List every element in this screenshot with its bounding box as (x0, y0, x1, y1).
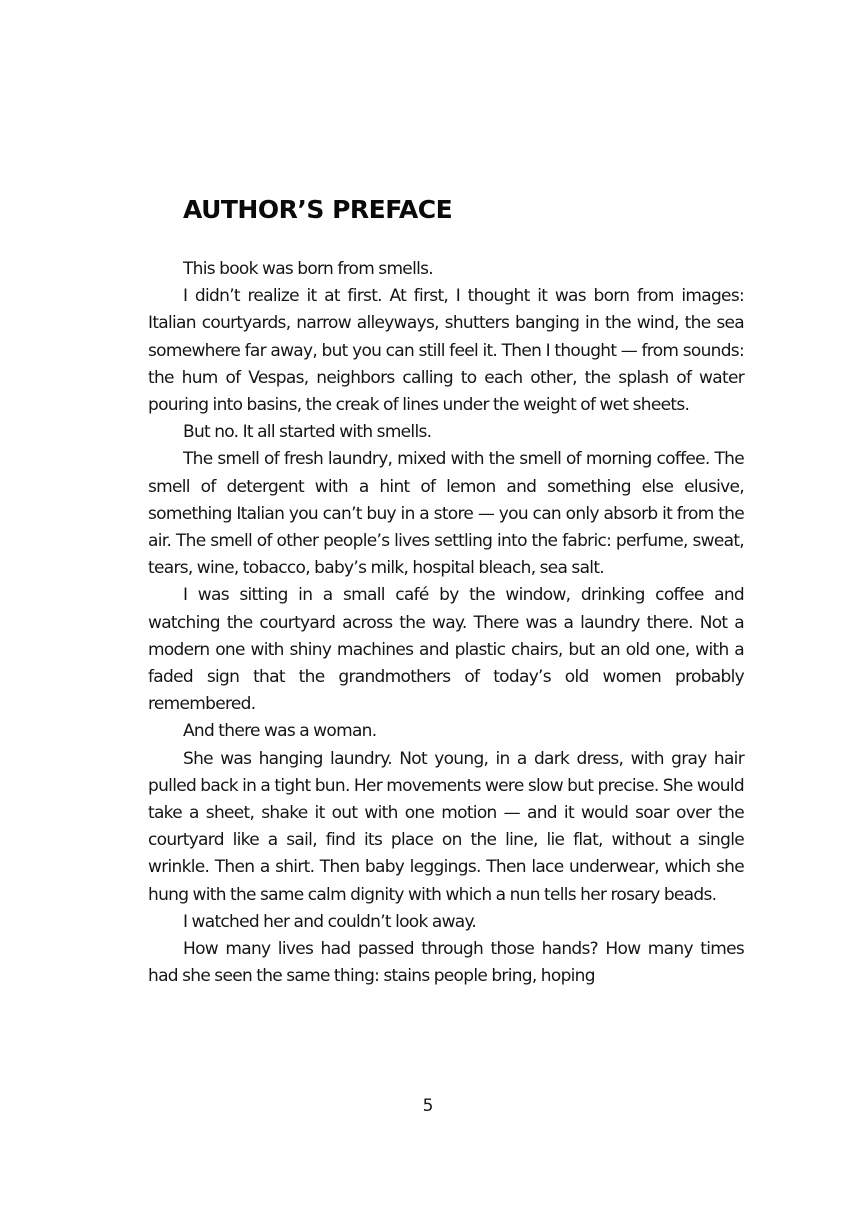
paragraph: How many lives had passed through those hands? How many times had she seen the same thing: stains people bring, hoping (148, 939, 744, 987)
page-number: 5 (422, 1096, 434, 1116)
body-text (148, 256, 744, 990)
paragraph: I watched her and couldn’t look away. (183, 911, 477, 932)
chapter-title: AUTHOR’S PREFACE (183, 195, 453, 224)
paragraph: The smell of fresh laundry, mixed with the smell of morning coffee. The smell of detergent with a hint of lemon and something else elusive, something Italian you can’t buy in a store — you can only absorb it from the air. The smell of other people’s lives settling into the fabric: perfume, sweat, tears, wine, tobacco, baby’s milk, hospital bleach, sea salt. (148, 449, 744, 579)
paragraph: She was hanging laundry. Not young, in a dark dress, with gray hair pulled back in a tight bun. Her movements were slow but precise. She would take a sheet, shake it out with one motion — and it would soar over the courtyard like a sail, find its place on the line, lie flat, without a single wrinkle. Then a shirt. Then baby leggings. Then lace underwear, which she hung with the same calm dignity with which a nun tells her rosary beads. (148, 748, 744, 905)
paragraph: This book was born from smells. (183, 259, 433, 279)
paragraph: I was sitting in a small café by the window, drinking coffee and watching the courtyard across the way. There was a laundry there. Not a modern one with shiny machines and plastic chairs, but an old one, with a faded sign that the grandmothers of today’s old women probably remembered. (148, 585, 744, 715)
paragraph: I didn’t realize it at first. At first, I thought it was born from images: Italian courtyards, narrow alleyways, shutters banging in the wind, the sea somewhere far away, but you can still feel it. Then I thought — from sounds: the hum of Vespas, neighbors calling to each other, the splash of water pouring into basins, the creak of lines under the weight of wet sheets. (148, 286, 744, 416)
paragraph: But no. It all started with smells. (183, 422, 432, 443)
paragraph: And there was a woman. (183, 721, 377, 742)
